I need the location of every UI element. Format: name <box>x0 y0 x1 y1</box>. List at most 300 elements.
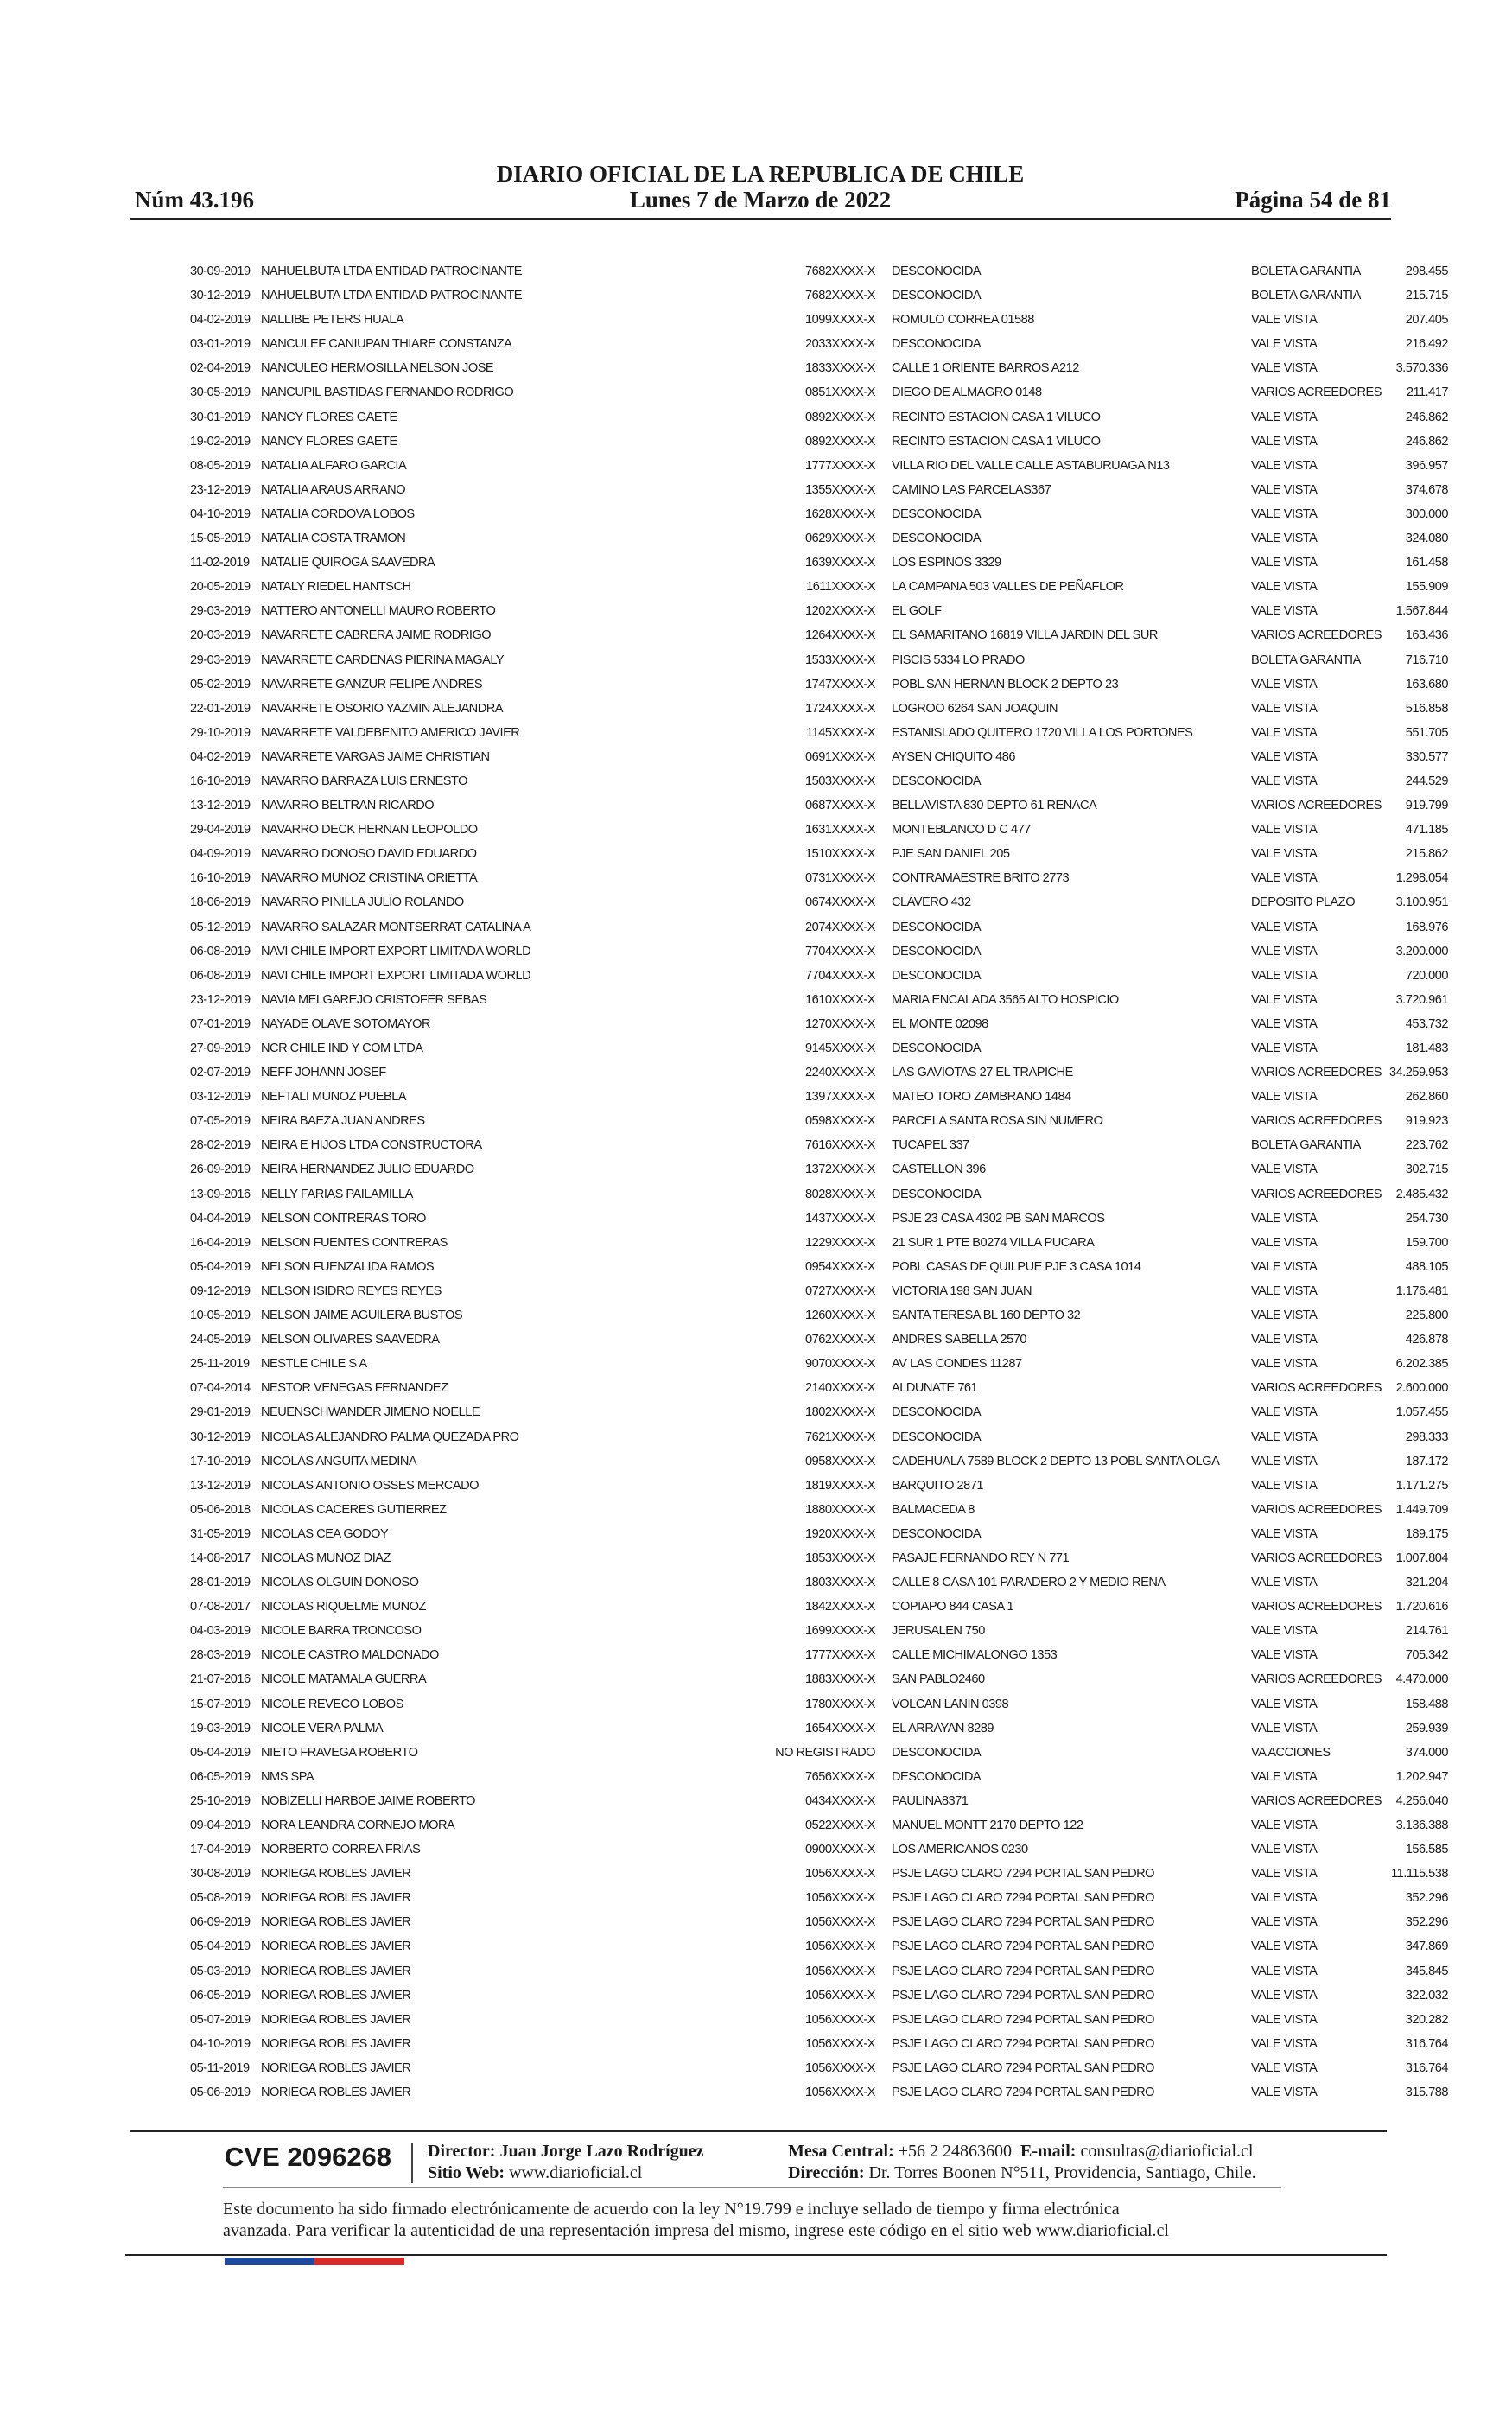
row-name: NELLY FARIAS PAILAMILLA <box>261 1187 413 1201</box>
row-rut: 0522XXXX-X <box>805 1818 875 1832</box>
row-amount: 189.175 <box>1405 1526 1448 1541</box>
table-row <box>130 648 1448 672</box>
row-type: BOLETA GARANTIA <box>1251 264 1361 278</box>
row-date: 27-09-2019 <box>190 1041 251 1055</box>
row-rut: 0958XXXX-X <box>805 1454 875 1468</box>
row-type: VALE VISTA <box>1251 1721 1318 1735</box>
row-date: 04-04-2019 <box>190 1211 251 1226</box>
row-name: NAVARRO BELTRAN RICARDO <box>261 799 435 813</box>
row-name: NOBIZELLI HARBOE JAIME ROBERTO <box>261 1793 476 1808</box>
row-type: VARIOS ACREEDORES <box>1251 1672 1382 1687</box>
row-date: 14-08-2017 <box>190 1551 251 1565</box>
row-rut: 1397XXXX-X <box>805 1090 875 1105</box>
row-date: 04-03-2019 <box>190 1624 251 1639</box>
table-row <box>130 1837 1448 1862</box>
table-row <box>130 1231 1448 1255</box>
row-date: 29-10-2019 <box>190 725 251 740</box>
row-name: NICOLE REVECO LOBOS <box>261 1697 403 1711</box>
row-type: VALE VISTA <box>1251 2036 1318 2051</box>
row-type: VALE VISTA <box>1251 2012 1318 2027</box>
row-type: VALE VISTA <box>1251 774 1318 788</box>
row-amount: 1.202.947 <box>1395 1769 1448 1784</box>
table-row <box>130 672 1448 697</box>
row-rut: 7704XXXX-X <box>805 944 875 958</box>
table-row <box>130 1741 1448 1765</box>
row-date: 10-05-2019 <box>190 1309 251 1323</box>
row-date: 05-03-2019 <box>190 1964 251 1978</box>
flag-stripe-blue <box>225 2258 314 2265</box>
row-address: RECINTO ESTACION CASA 1 VILUCO <box>892 434 1101 449</box>
row-date: 04-02-2019 <box>190 313 251 328</box>
row-rut: 1229XXXX-X <box>805 1235 875 1250</box>
row-date: 28-02-2019 <box>190 1138 251 1153</box>
row-rut: 1372XXXX-X <box>805 1162 875 1177</box>
row-type: BOLETA GARANTIA <box>1251 653 1361 667</box>
row-type: DEPOSITO PLAZO <box>1251 895 1356 910</box>
table-row <box>130 2008 1448 2032</box>
table-row <box>130 915 1448 939</box>
row-name: NAYADE OLAVE SOTOMAYOR <box>261 1016 431 1031</box>
row-address: CALLE 8 CASA 101 PARADERO 2 Y MEDIO RENA <box>892 1576 1166 1590</box>
row-type: VALE VISTA <box>1251 1988 1318 2003</box>
row-rut: 1611XXXX-X <box>806 580 875 595</box>
row-address: POBL CASAS DE QUILPUE PJE 3 CASA 1014 <box>892 1259 1141 1274</box>
row-amount: 396.957 <box>1405 458 1448 473</box>
table-row <box>130 1328 1448 1352</box>
row-type: VARIOS ACREEDORES <box>1251 1381 1382 1396</box>
flag-stripe <box>225 2258 404 2265</box>
web-link[interactable]: www.diarioficial.cl <box>509 2163 643 2182</box>
row-rut: 0674XXXX-X <box>805 895 875 910</box>
row-amount: 161.458 <box>1405 556 1448 570</box>
row-rut: 1056XXXX-X <box>805 1915 875 1930</box>
row-type: VALE VISTA <box>1251 2086 1318 2100</box>
row-date: 02-04-2019 <box>190 361 251 376</box>
table-row <box>130 1692 1448 1716</box>
row-amount: 321.204 <box>1405 1576 1448 1590</box>
row-type: VALE VISTA <box>1251 677 1318 691</box>
row-amount: 211.417 <box>1406 385 1448 400</box>
row-name: NORIEGA ROBLES JAVIER <box>261 1964 411 1978</box>
row-amount: 254.730 <box>1405 1211 1448 1226</box>
row-name: NICOLAS OLGUIN DONOSO <box>261 1576 419 1590</box>
row-date: 19-02-2019 <box>190 434 251 449</box>
row-rut: 2074XXXX-X <box>805 920 875 934</box>
row-address: DIEGO DE ALMAGRO 0148 <box>892 385 1042 400</box>
row-address: PJE SAN DANIEL 205 <box>892 847 1010 862</box>
table-row <box>130 964 1448 988</box>
table-row <box>130 1182 1448 1207</box>
table-row <box>130 1813 1448 1837</box>
row-amount: 298.333 <box>1405 1430 1448 1444</box>
row-amount: 705.342 <box>1405 1648 1448 1663</box>
table-row <box>130 2080 1448 2105</box>
row-address: PASAJE FERNANDO REY N 771 <box>892 1551 1070 1565</box>
row-date: 03-01-2019 <box>190 337 251 352</box>
legal-line-1: Este documento ha sido firmado electrónicamente de acuerdo con la ley N°19.799 e incluye sellado de tiempo y firma electrónica <box>223 2200 1120 2219</box>
row-date: 29-01-2019 <box>190 1405 251 1420</box>
table-row <box>130 1303 1448 1328</box>
row-type: VALE VISTA <box>1251 1624 1318 1639</box>
row-address: ANDRES SABELLA 2570 <box>892 1333 1026 1347</box>
row-rut: 1437XXXX-X <box>805 1211 875 1226</box>
row-address: DESCONOCIDA <box>892 968 982 983</box>
row-date: 16-10-2019 <box>190 774 251 788</box>
row-rut: 1724XXXX-X <box>805 701 875 716</box>
publication-title: DIARIO OFICIAL DE LA REPUBLICA DE CHILE <box>496 161 1025 187</box>
row-date: 07-01-2019 <box>190 1016 251 1031</box>
row-address: EL SAMARITANO 16819 VILLA JARDIN DEL SUR <box>892 628 1158 643</box>
table-row <box>130 551 1448 575</box>
row-name: NEFTALI MUNOZ PUEBLA <box>261 1090 407 1105</box>
row-amount: 716.710 <box>1405 653 1448 667</box>
row-rut: 1699XXXX-X <box>805 1624 875 1639</box>
address-label: Dirección: <box>788 2163 865 2182</box>
row-amount: 163.436 <box>1405 628 1448 643</box>
table-row <box>130 1425 1448 1449</box>
row-type: VALE VISTA <box>1251 1818 1318 1832</box>
row-address: DESCONOCIDA <box>892 774 982 788</box>
table-row <box>130 1133 1448 1157</box>
row-date: 25-10-2019 <box>190 1793 251 1808</box>
row-type: VALE VISTA <box>1251 434 1318 449</box>
row-type: VA ACCIONES <box>1251 1745 1331 1760</box>
table-row <box>130 1036 1448 1060</box>
row-type: VALE VISTA <box>1251 749 1318 764</box>
row-name: NAVARRETE CABRERA JAIME RODRIGO <box>261 628 492 643</box>
table-row <box>130 356 1448 380</box>
row-name: NAVARRETE GANZUR FELIPE ANDRES <box>261 677 483 691</box>
table-row <box>130 721 1448 745</box>
row-date: 13-09-2016 <box>190 1187 251 1201</box>
row-date: 06-08-2019 <box>190 968 251 983</box>
row-name: NEIRA HERNANDEZ JULIO EDUARDO <box>261 1162 474 1177</box>
row-type: VALE VISTA <box>1251 1309 1318 1323</box>
row-amount: 322.032 <box>1405 1988 1448 2003</box>
row-address: LAS GAVIOTAS 27 EL TRAPICHE <box>892 1066 1073 1080</box>
row-amount: 426.878 <box>1405 1333 1448 1347</box>
table-row <box>130 793 1448 818</box>
table-row <box>130 623 1448 647</box>
row-type: VALE VISTA <box>1251 725 1318 740</box>
row-rut: 1260XXXX-X <box>805 1309 875 1323</box>
row-rut: 1853XXXX-X <box>805 1551 875 1565</box>
row-type: VALE VISTA <box>1251 1526 1318 1541</box>
row-rut: 1833XXXX-X <box>805 361 875 376</box>
row-address: PSJE LAGO CLARO 7294 PORTAL SAN PEDRO <box>892 1939 1155 1954</box>
row-rut: 2140XXXX-X <box>805 1381 875 1396</box>
row-date: 05-08-2019 <box>190 1891 251 1906</box>
row-rut: 1802XXXX-X <box>805 1405 875 1420</box>
bottom-rule <box>125 2254 1387 2256</box>
row-rut: 7682XXXX-X <box>805 289 875 303</box>
row-rut: 1056XXXX-X <box>805 2086 875 2100</box>
row-type: VALE VISTA <box>1251 1090 1318 1105</box>
row-rut: 1920XXXX-X <box>805 1526 875 1541</box>
row-date: 30-12-2019 <box>190 1430 251 1444</box>
email-link[interactable]: consultas@diarioficial.cl <box>1080 2142 1254 2161</box>
row-address: AYSEN CHIQUITO 486 <box>892 749 1015 764</box>
row-amount: 919.799 <box>1405 799 1448 813</box>
row-name: NALLIBE PETERS HUALA <box>261 313 404 328</box>
row-amount: 374.678 <box>1405 482 1448 497</box>
row-date: 16-04-2019 <box>190 1235 251 1250</box>
row-address: DESCONOCIDA <box>892 337 982 352</box>
row-address: BALMACEDA 8 <box>892 1502 975 1517</box>
row-amount: 244.529 <box>1405 774 1448 788</box>
row-amount: 488.105 <box>1405 1259 1448 1274</box>
row-amount: 158.488 <box>1405 1697 1448 1711</box>
row-amount: 163.680 <box>1405 677 1448 691</box>
row-type: VALE VISTA <box>1251 1843 1318 1857</box>
row-amount: 156.585 <box>1405 1843 1448 1857</box>
row-amount: 2.600.000 <box>1395 1381 1448 1396</box>
row-amount: 168.976 <box>1405 920 1448 934</box>
row-amount: 187.172 <box>1405 1454 1448 1468</box>
row-address: ROMULO CORREA 01588 <box>892 313 1034 328</box>
row-amount: 215.862 <box>1405 847 1448 862</box>
row-address: CASTELLON 396 <box>892 1162 986 1177</box>
row-rut: 1099XXXX-X <box>805 313 875 328</box>
row-name: NORIEGA ROBLES JAVIER <box>261 2086 411 2100</box>
row-type: VALE VISTA <box>1251 1576 1318 1590</box>
row-date: 05-12-2019 <box>190 920 251 934</box>
row-rut: 7616XXXX-X <box>805 1138 875 1153</box>
row-type: VARIOS ACREEDORES <box>1251 1551 1382 1565</box>
row-name: NATTERO ANTONELLI MAURO ROBERTO <box>261 604 496 619</box>
row-name: NATALY RIEDEL HANTSCH <box>261 580 411 595</box>
row-rut: 7621XXXX-X <box>805 1430 875 1444</box>
row-rut: 2033XXXX-X <box>805 337 875 352</box>
row-rut: 9070XXXX-X <box>805 1357 875 1372</box>
row-name: NORA LEANDRA CORNEJO MORA <box>261 1818 455 1832</box>
row-address: LOGROO 6264 SAN JOAQUIN <box>892 701 1058 716</box>
row-type: VALE VISTA <box>1251 556 1318 570</box>
row-date: 29-03-2019 <box>190 653 251 667</box>
row-name: NCR CHILE IND Y COM LTDA <box>261 1041 423 1055</box>
row-date: 15-05-2019 <box>190 532 251 546</box>
table-row <box>130 866 1448 890</box>
row-amount: 300.000 <box>1405 506 1448 521</box>
table-row <box>130 1060 1448 1085</box>
row-name: NORIEGA ROBLES JAVIER <box>261 1867 411 1882</box>
row-address: PSJE LAGO CLARO 7294 PORTAL SAN PEDRO <box>892 1867 1155 1882</box>
row-date: 30-12-2019 <box>190 289 251 303</box>
row-type: VARIOS ACREEDORES <box>1251 628 1382 643</box>
row-address: VOLCAN LANIN 0398 <box>892 1697 1009 1711</box>
row-address: DESCONOCIDA <box>892 264 982 278</box>
row-amount: 374.000 <box>1405 1745 1448 1760</box>
issue-number: Núm 43.196 <box>135 187 255 213</box>
row-amount: 159.700 <box>1405 1235 1448 1250</box>
row-rut: 1880XXXX-X <box>805 1502 875 1517</box>
row-amount: 315.788 <box>1405 2086 1448 2100</box>
row-name: NICOLE CASTRO MALDONADO <box>261 1648 439 1663</box>
row-name: NELSON CONTRERAS TORO <box>261 1211 426 1226</box>
row-name: NAVIA MELGAREJO CRISTOFER SEBAS <box>261 992 487 1007</box>
row-amount: 6.202.385 <box>1395 1357 1448 1372</box>
row-address: PARCELA SANTA ROSA SIN NUMERO <box>892 1114 1103 1129</box>
row-type: VALE VISTA <box>1251 337 1318 352</box>
row-amount: 3.100.951 <box>1395 895 1448 910</box>
row-date: 05-02-2019 <box>190 677 251 691</box>
row-type: VALE VISTA <box>1251 1162 1318 1177</box>
table-row <box>130 745 1448 769</box>
row-rut: 1056XXXX-X <box>805 1964 875 1978</box>
row-date: 04-10-2019 <box>190 2036 251 2051</box>
row-type: VALE VISTA <box>1251 313 1318 328</box>
row-name: NAHUELBUTA LTDA ENTIDAD PATROCINANTE <box>261 289 523 303</box>
row-amount: 330.577 <box>1405 749 1448 764</box>
row-rut: 0629XXXX-X <box>805 532 875 546</box>
row-rut: 0762XXXX-X <box>805 1333 875 1347</box>
table-row <box>130 502 1448 526</box>
row-date: 20-05-2019 <box>190 580 251 595</box>
table-row <box>130 1376 1448 1400</box>
row-name: NATALIA ARAUS ARRANO <box>261 482 406 497</box>
row-rut: 1639XXXX-X <box>805 556 875 570</box>
row-amount: 1.007.804 <box>1395 1551 1448 1565</box>
row-address: CADEHUALA 7589 BLOCK 2 DEPTO 13 POBL SANTA OLGA <box>892 1454 1220 1468</box>
row-type: BOLETA GARANTIA <box>1251 289 1361 303</box>
row-address: DESCONOCIDA <box>892 1745 982 1760</box>
row-type: VALE VISTA <box>1251 1891 1318 1906</box>
row-rut: 1355XXXX-X <box>805 482 875 497</box>
table-row <box>130 1400 1448 1424</box>
row-name: NORBERTO CORREA FRIAS <box>261 1843 421 1857</box>
row-rut: 1780XXXX-X <box>805 1697 875 1711</box>
row-address: DESCONOCIDA <box>892 920 982 934</box>
table-row <box>130 1012 1448 1036</box>
row-name: NATALIA CORDOVA LOBOS <box>261 506 415 521</box>
row-address: MANUEL MONTT 2170 DEPTO 122 <box>892 1818 1083 1832</box>
row-date: 02-07-2019 <box>190 1066 251 1080</box>
row-name: NICOLE BARRA TRONCOSO <box>261 1624 422 1639</box>
row-rut: 1056XXXX-X <box>805 1891 875 1906</box>
row-address: PSJE LAGO CLARO 7294 PORTAL SAN PEDRO <box>892 2036 1155 2051</box>
row-name: NICOLE VERA PALMA <box>261 1721 384 1735</box>
row-rut: 1842XXXX-X <box>805 1600 875 1614</box>
row-rut: 0434XXXX-X <box>805 1793 875 1808</box>
row-rut: 7656XXXX-X <box>805 1769 875 1784</box>
row-name: NANCULEO HERMOSILLA NELSON JOSE <box>261 361 494 376</box>
table-row <box>130 259 1448 283</box>
table-row <box>130 1279 1448 1303</box>
row-name: NAVARRO DECK HERNAN LEOPOLDO <box>261 823 478 837</box>
row-date: 30-08-2019 <box>190 1867 251 1882</box>
row-amount: 324.080 <box>1405 532 1448 546</box>
row-rut: 7682XXXX-X <box>805 264 875 278</box>
row-amount: 302.715 <box>1405 1162 1448 1177</box>
row-rut: 0687XXXX-X <box>805 799 875 813</box>
row-address: ESTANISLADO QUITERO 1720 VILLA LOS PORTONES <box>892 725 1193 740</box>
row-address: PSJE 23 CASA 4302 PB SAN MARCOS <box>892 1211 1105 1226</box>
row-address: DESCONOCIDA <box>892 1430 982 1444</box>
row-type: BOLETA GARANTIA <box>1251 1138 1361 1153</box>
row-amount: 1.057.455 <box>1395 1405 1448 1420</box>
row-address: LOS ESPINOS 3329 <box>892 556 1001 570</box>
row-address: DESCONOCIDA <box>892 1405 982 1420</box>
row-name: NICOLAS RIQUELME MUNOZ <box>261 1600 426 1614</box>
footer-divider <box>130 2130 1387 2132</box>
row-amount: 352.296 <box>1405 1891 1448 1906</box>
row-name: NESTOR VENEGAS FERNANDEZ <box>261 1381 448 1396</box>
row-type: VALE VISTA <box>1251 604 1318 619</box>
row-name: NICOLAS ANGUITA MEDINA <box>261 1454 417 1468</box>
row-date: 28-01-2019 <box>190 1576 251 1590</box>
row-rut: 0731XXXX-X <box>805 871 875 886</box>
table-row <box>130 2056 1448 2080</box>
row-amount: 720.000 <box>1405 968 1448 983</box>
row-rut: 0851XXXX-X <box>805 385 875 400</box>
row-amount: 246.862 <box>1405 410 1448 424</box>
row-date: 23-12-2019 <box>190 482 251 497</box>
row-date: 22-01-2019 <box>190 701 251 716</box>
row-address: COPIAPO 844 CASA 1 <box>892 1600 1014 1614</box>
row-rut: 0598XXXX-X <box>805 1114 875 1129</box>
row-address: DESCONOCIDA <box>892 1041 982 1055</box>
row-name: NAVARRO MUNOZ CRISTINA ORIETTA <box>261 871 478 886</box>
row-type: VALE VISTA <box>1251 1405 1318 1420</box>
row-date: 07-08-2017 <box>190 1600 251 1614</box>
row-name: NEFF JOHANN JOSEF <box>261 1066 386 1080</box>
row-date: 29-03-2019 <box>190 604 251 619</box>
row-date: 09-04-2019 <box>190 1818 251 1832</box>
row-name: NORIEGA ROBLES JAVIER <box>261 1939 411 1954</box>
row-name: NMS SPA <box>261 1769 314 1784</box>
row-amount: 471.185 <box>1405 823 1448 837</box>
row-rut: 0727XXXX-X <box>805 1283 875 1298</box>
table-row <box>130 1984 1448 2008</box>
row-date: 13-12-2019 <box>190 799 251 813</box>
row-rut: 1510XXXX-X <box>805 847 875 862</box>
legal-divider <box>223 2187 1281 2188</box>
legal-notice <box>223 2199 1294 2242</box>
row-rut: NO REGISTRADO <box>775 1745 875 1760</box>
row-address: PSJE LAGO CLARO 7294 PORTAL SAN PEDRO <box>892 1915 1155 1930</box>
table-row <box>130 769 1448 793</box>
row-type: VALE VISTA <box>1251 701 1318 716</box>
row-amount: 3.136.388 <box>1395 1818 1448 1832</box>
row-name: NEUENSCHWANDER JIMENO NOELLE <box>261 1405 480 1420</box>
row-type: VALE VISTA <box>1251 1648 1318 1663</box>
table-row <box>130 1910 1448 1934</box>
row-type: VALE VISTA <box>1251 1769 1318 1784</box>
table-row <box>130 818 1448 842</box>
row-rut: 1631XXXX-X <box>805 823 875 837</box>
row-rut: 1654XXXX-X <box>805 1721 875 1735</box>
row-address: LOS AMERICANOS 0230 <box>892 1843 1028 1857</box>
row-rut: 1056XXXX-X <box>805 2036 875 2051</box>
row-address: CALLE MICHIMALONGO 1353 <box>892 1648 1058 1663</box>
row-type: VALE VISTA <box>1251 1235 1318 1250</box>
row-rut: 0691XXXX-X <box>805 749 875 764</box>
table-row <box>130 1157 1448 1181</box>
row-name: NANCUPIL BASTIDAS FERNANDO RODRIGO <box>261 385 514 400</box>
table-row <box>130 575 1448 599</box>
row-address: PSJE LAGO CLARO 7294 PORTAL SAN PEDRO <box>892 1988 1155 2003</box>
table-row <box>130 697 1448 721</box>
row-type: VALE VISTA <box>1251 1430 1318 1444</box>
table-row <box>130 1474 1448 1498</box>
row-name: NELSON FUENTES CONTRERAS <box>261 1235 448 1250</box>
row-type: VALE VISTA <box>1251 920 1318 934</box>
table-row <box>130 380 1448 404</box>
address-value: Dr. Torres Boonen N°511, Providencia, Santiago, Chile. <box>868 2163 1256 2182</box>
row-name: NICOLAS CACERES GUTIERREZ <box>261 1502 447 1517</box>
cve-code: CVE 2096268 <box>225 2142 392 2172</box>
row-type: VALE VISTA <box>1251 1697 1318 1711</box>
